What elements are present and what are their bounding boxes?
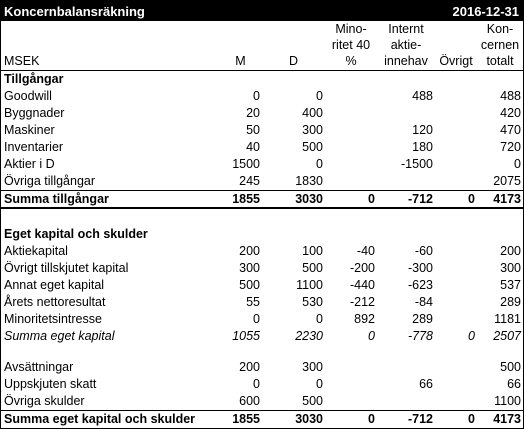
row-label: Maskiner xyxy=(4,123,55,137)
row-label: Inventarier xyxy=(4,140,64,154)
table-row xyxy=(1,156,523,173)
table-row xyxy=(1,88,523,105)
cell-m: 300 xyxy=(239,261,260,275)
row-label: Övrigt tillskjutet kapital xyxy=(4,261,129,275)
cell-min xyxy=(325,139,377,156)
header-internal-2: aktie- xyxy=(390,38,422,52)
cell-tot: 720 xyxy=(500,140,521,154)
cell-d: 300 xyxy=(302,360,323,374)
header-other: Övrigt xyxy=(435,53,477,71)
row-label: Avsättningar xyxy=(4,360,74,374)
table-row xyxy=(1,139,523,156)
cell-ovr xyxy=(435,156,477,173)
sheet-title: Koncernbalansräkning xyxy=(4,3,145,19)
cell-tot: 4173 xyxy=(477,191,523,209)
cell-m: 1855 xyxy=(219,411,262,429)
header-internal-1: Internt xyxy=(388,22,424,36)
header-total-2: cernen xyxy=(480,38,520,52)
cell-d: 1830 xyxy=(295,174,323,188)
cell-min: -40 xyxy=(356,244,375,258)
cell-ovr: 0 xyxy=(468,329,475,343)
cell-int: -712 xyxy=(377,191,435,209)
cell-d: 0 xyxy=(316,89,323,103)
cell-tot: 300 xyxy=(500,261,521,275)
cell-int xyxy=(377,208,435,226)
cell-min: -212 xyxy=(349,295,375,309)
cell-int: -60 xyxy=(414,244,433,258)
cell-min xyxy=(325,156,377,173)
cell-ovr xyxy=(435,376,477,393)
row-label: Annat eget kapital xyxy=(4,278,105,292)
header-minority-2: ritet 40 xyxy=(331,38,371,52)
cell-d: 500 xyxy=(302,261,323,275)
header-d: D xyxy=(262,53,325,71)
cell-ovr xyxy=(435,139,477,156)
cell-int: -84 xyxy=(414,295,433,309)
row-label: Eget kapital och skulder xyxy=(4,227,148,241)
cell-tot xyxy=(477,71,523,89)
cell-tot: 500 xyxy=(500,360,521,374)
row-label: Uppskjuten skatt xyxy=(4,377,97,391)
cell-m: 500 xyxy=(239,278,260,292)
cell-min xyxy=(325,359,377,376)
cell-ovr xyxy=(435,277,477,294)
row-label: Aktiekapital xyxy=(4,244,68,258)
cell-tot: 0 xyxy=(514,157,521,171)
cell-min xyxy=(325,226,377,243)
cell-m: 55 xyxy=(246,295,260,309)
row-label xyxy=(1,345,219,359)
cell-m: 200 xyxy=(239,244,260,258)
cell-d: 530 xyxy=(302,295,323,309)
cell-min xyxy=(325,208,377,226)
cell-int: 180 xyxy=(412,140,433,154)
header-m: M xyxy=(219,53,262,71)
cell-min: 0 xyxy=(325,411,377,429)
header-row-1 xyxy=(1,21,523,37)
table-row xyxy=(1,359,523,376)
cell-min: 0 xyxy=(325,191,377,209)
cell-ovr xyxy=(435,345,477,359)
cell-d xyxy=(262,71,325,89)
row-label: Byggnader xyxy=(4,106,65,120)
header-internal-3: innehav xyxy=(377,53,435,71)
cell-min: -200 xyxy=(349,261,375,275)
title-bar xyxy=(1,1,523,21)
cell-d: 0 xyxy=(316,312,323,326)
cell-m: 20 xyxy=(246,106,260,120)
cell-min xyxy=(325,345,377,359)
cell-ovr xyxy=(435,71,477,89)
cell-int: 488 xyxy=(412,89,433,103)
cell-tot: 537 xyxy=(500,278,521,292)
cell-d xyxy=(262,208,325,226)
cell-d: 300 xyxy=(302,123,323,137)
header-total-3: totalt xyxy=(477,53,523,71)
header-row-2 xyxy=(1,37,523,53)
cell-int: -778 xyxy=(407,329,433,343)
cell-ovr xyxy=(435,260,477,277)
cell-d: 500 xyxy=(302,140,323,154)
cell-min: 0 xyxy=(368,329,375,343)
header-minority-3: % xyxy=(325,53,377,71)
row-label: Goodwill xyxy=(4,89,52,103)
cell-m: 50 xyxy=(246,123,260,137)
cell-min: 892 xyxy=(354,312,375,326)
table-row xyxy=(1,277,523,294)
cell-ovr xyxy=(435,359,477,376)
cell-m: 200 xyxy=(239,360,260,374)
cell-int xyxy=(377,105,435,122)
table-row xyxy=(1,122,523,139)
cell-d: 3030 xyxy=(262,411,325,429)
cell-int: -300 xyxy=(407,261,433,275)
cell-ovr xyxy=(435,208,477,226)
table-row xyxy=(1,294,523,311)
cell-m xyxy=(219,208,262,226)
cell-tot: 1181 xyxy=(494,312,521,326)
cell-int: -1500 xyxy=(401,157,433,171)
cell-tot xyxy=(477,208,523,226)
cell-d: 2230 xyxy=(295,329,323,343)
cell-d: 100 xyxy=(302,244,323,258)
cell-int: -623 xyxy=(407,278,433,292)
row-label: Tillgångar xyxy=(4,72,64,86)
cell-tot: 1100 xyxy=(494,394,521,408)
cell-tot: 488 xyxy=(500,89,521,103)
cell-ovr xyxy=(435,294,477,311)
cell-min xyxy=(325,71,377,89)
cell-d: 3030 xyxy=(262,191,325,209)
cell-m: 245 xyxy=(239,174,260,188)
cell-m xyxy=(219,345,262,359)
table-row xyxy=(1,173,523,191)
cell-int: 289 xyxy=(412,312,433,326)
header-unit: MSEK xyxy=(1,53,219,71)
cell-int xyxy=(377,393,435,411)
cell-ovr xyxy=(435,243,477,260)
cell-m: 40 xyxy=(246,140,260,154)
cell-d xyxy=(262,345,325,359)
cell-tot: 420 xyxy=(500,106,521,120)
section-heading-assets xyxy=(1,71,523,89)
cell-m xyxy=(219,71,262,89)
total-row-assets xyxy=(1,191,523,209)
cell-m: 600 xyxy=(239,394,260,408)
cell-tot: 289 xyxy=(500,295,521,309)
cell-ovr xyxy=(435,393,477,411)
table-row xyxy=(1,311,523,328)
cell-int: 66 xyxy=(419,377,433,391)
cell-m: 0 xyxy=(253,312,260,326)
sheet-date: 2016-12-31 xyxy=(452,3,519,19)
cell-m: 1855 xyxy=(219,191,262,209)
balance-table xyxy=(1,21,523,428)
cell-m: 1500 xyxy=(232,157,260,171)
table-row xyxy=(1,243,523,260)
total-row-liabilities xyxy=(1,411,523,429)
cell-int xyxy=(377,345,435,359)
spacer-row xyxy=(1,345,523,359)
header-row-3 xyxy=(1,53,523,71)
cell-d: 0 xyxy=(316,157,323,171)
cell-d: 400 xyxy=(302,106,323,120)
cell-m: 1055 xyxy=(232,329,260,343)
cell-int xyxy=(377,226,435,243)
cell-ovr: 0 xyxy=(435,191,477,209)
cell-ovr xyxy=(435,88,477,105)
cell-tot: 200 xyxy=(500,244,521,258)
table-row xyxy=(1,376,523,393)
cell-tot xyxy=(477,226,523,243)
cell-ovr xyxy=(435,105,477,122)
cell-d: 500 xyxy=(302,394,323,408)
cell-m: 0 xyxy=(253,377,260,391)
cell-min xyxy=(325,105,377,122)
row-label xyxy=(1,208,219,226)
cell-int: 120 xyxy=(412,123,433,137)
cell-min xyxy=(325,173,377,191)
row-label: Minoritetsintresse xyxy=(4,312,102,326)
cell-ovr: 0 xyxy=(435,411,477,429)
row-label: Summa eget kapital och skulder xyxy=(1,411,219,429)
cell-tot: 470 xyxy=(500,123,521,137)
cell-min xyxy=(325,376,377,393)
cell-tot: 4173 xyxy=(477,411,523,429)
table-row xyxy=(1,260,523,277)
cell-d xyxy=(262,226,325,243)
cell-ovr xyxy=(435,173,477,191)
cell-ovr xyxy=(435,122,477,139)
subtotal-row-equity xyxy=(1,328,523,345)
cell-min xyxy=(325,393,377,411)
row-label: Summa eget kapital xyxy=(4,329,115,343)
cell-ovr xyxy=(435,311,477,328)
cell-tot xyxy=(477,345,523,359)
cell-min xyxy=(325,88,377,105)
cell-m: 0 xyxy=(253,89,260,103)
row-label: Övriga skulder xyxy=(4,394,85,408)
cell-m xyxy=(219,226,262,243)
cell-tot: 2507 xyxy=(493,329,521,343)
row-label: Övriga tillgångar xyxy=(4,174,96,188)
row-label: Aktier i D xyxy=(4,157,55,171)
cell-min xyxy=(325,122,377,139)
header-minority-1: Mino- xyxy=(335,22,367,36)
cell-int xyxy=(377,173,435,191)
spacer-row xyxy=(1,208,523,226)
header-total-1: Kon- xyxy=(486,22,514,36)
table-row xyxy=(1,105,523,122)
cell-tot: 66 xyxy=(507,377,521,391)
cell-int xyxy=(377,359,435,376)
cell-min: -440 xyxy=(349,278,375,292)
row-label: Årets nettoresultat xyxy=(4,295,106,309)
cell-d: 1100 xyxy=(296,278,323,292)
row-label: Summa tillgångar xyxy=(1,191,219,209)
cell-int: -712 xyxy=(377,411,435,429)
cell-tot: 2075 xyxy=(493,174,521,188)
cell-ovr xyxy=(435,226,477,243)
cell-d: 0 xyxy=(316,377,323,391)
cell-int xyxy=(377,71,435,89)
section-heading-liabilities xyxy=(1,226,523,243)
table-row xyxy=(1,393,523,411)
